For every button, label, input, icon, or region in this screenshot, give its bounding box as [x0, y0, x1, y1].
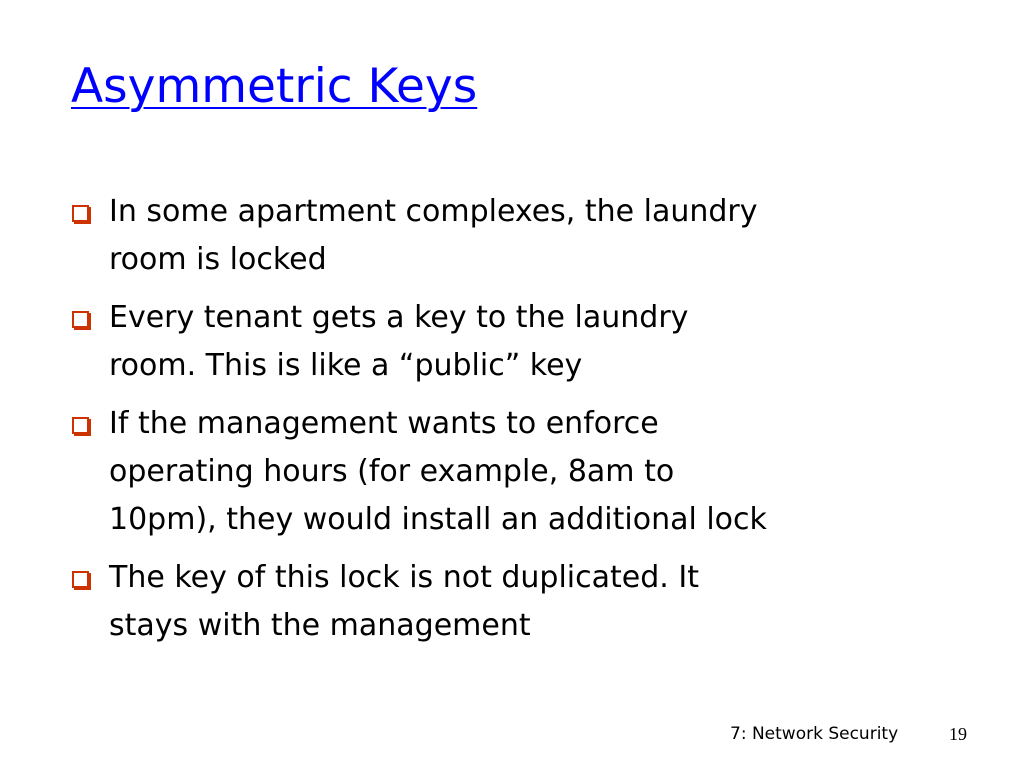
bullet-line: The key of this lock is not duplicated. It: [109, 560, 699, 595]
square-bullet-icon: [72, 311, 89, 328]
bullet-item: [72, 188, 952, 284]
bullet-line: 10pm), they would install an additional lock: [109, 502, 767, 537]
bullet-list: [72, 188, 952, 660]
bullet-line: If the management wants to enforce: [109, 406, 659, 441]
bullet-line: operating hours (for example, 8am to: [109, 454, 675, 489]
square-bullet-icon: [72, 571, 89, 588]
footer-label: 7: Network Security: [730, 724, 899, 744]
square-bullet-icon: [72, 417, 89, 434]
bullet-line: room is locked: [109, 242, 327, 277]
bullet-line: In some apartment complexes, the laundry: [109, 194, 758, 229]
page-number: 19: [949, 724, 967, 744]
bullet-line: stays with the management: [109, 608, 531, 643]
bullet-item: [72, 400, 952, 544]
square-bullet-icon: [72, 205, 89, 222]
bullet-item: [72, 294, 952, 390]
bullet-line: room. This is like a “public” key: [109, 348, 583, 383]
bullet-item: [72, 554, 952, 650]
bullet-line: Every tenant gets a key to the laundry: [109, 300, 689, 335]
slide-title: Asymmetric Keys: [71, 59, 478, 114]
